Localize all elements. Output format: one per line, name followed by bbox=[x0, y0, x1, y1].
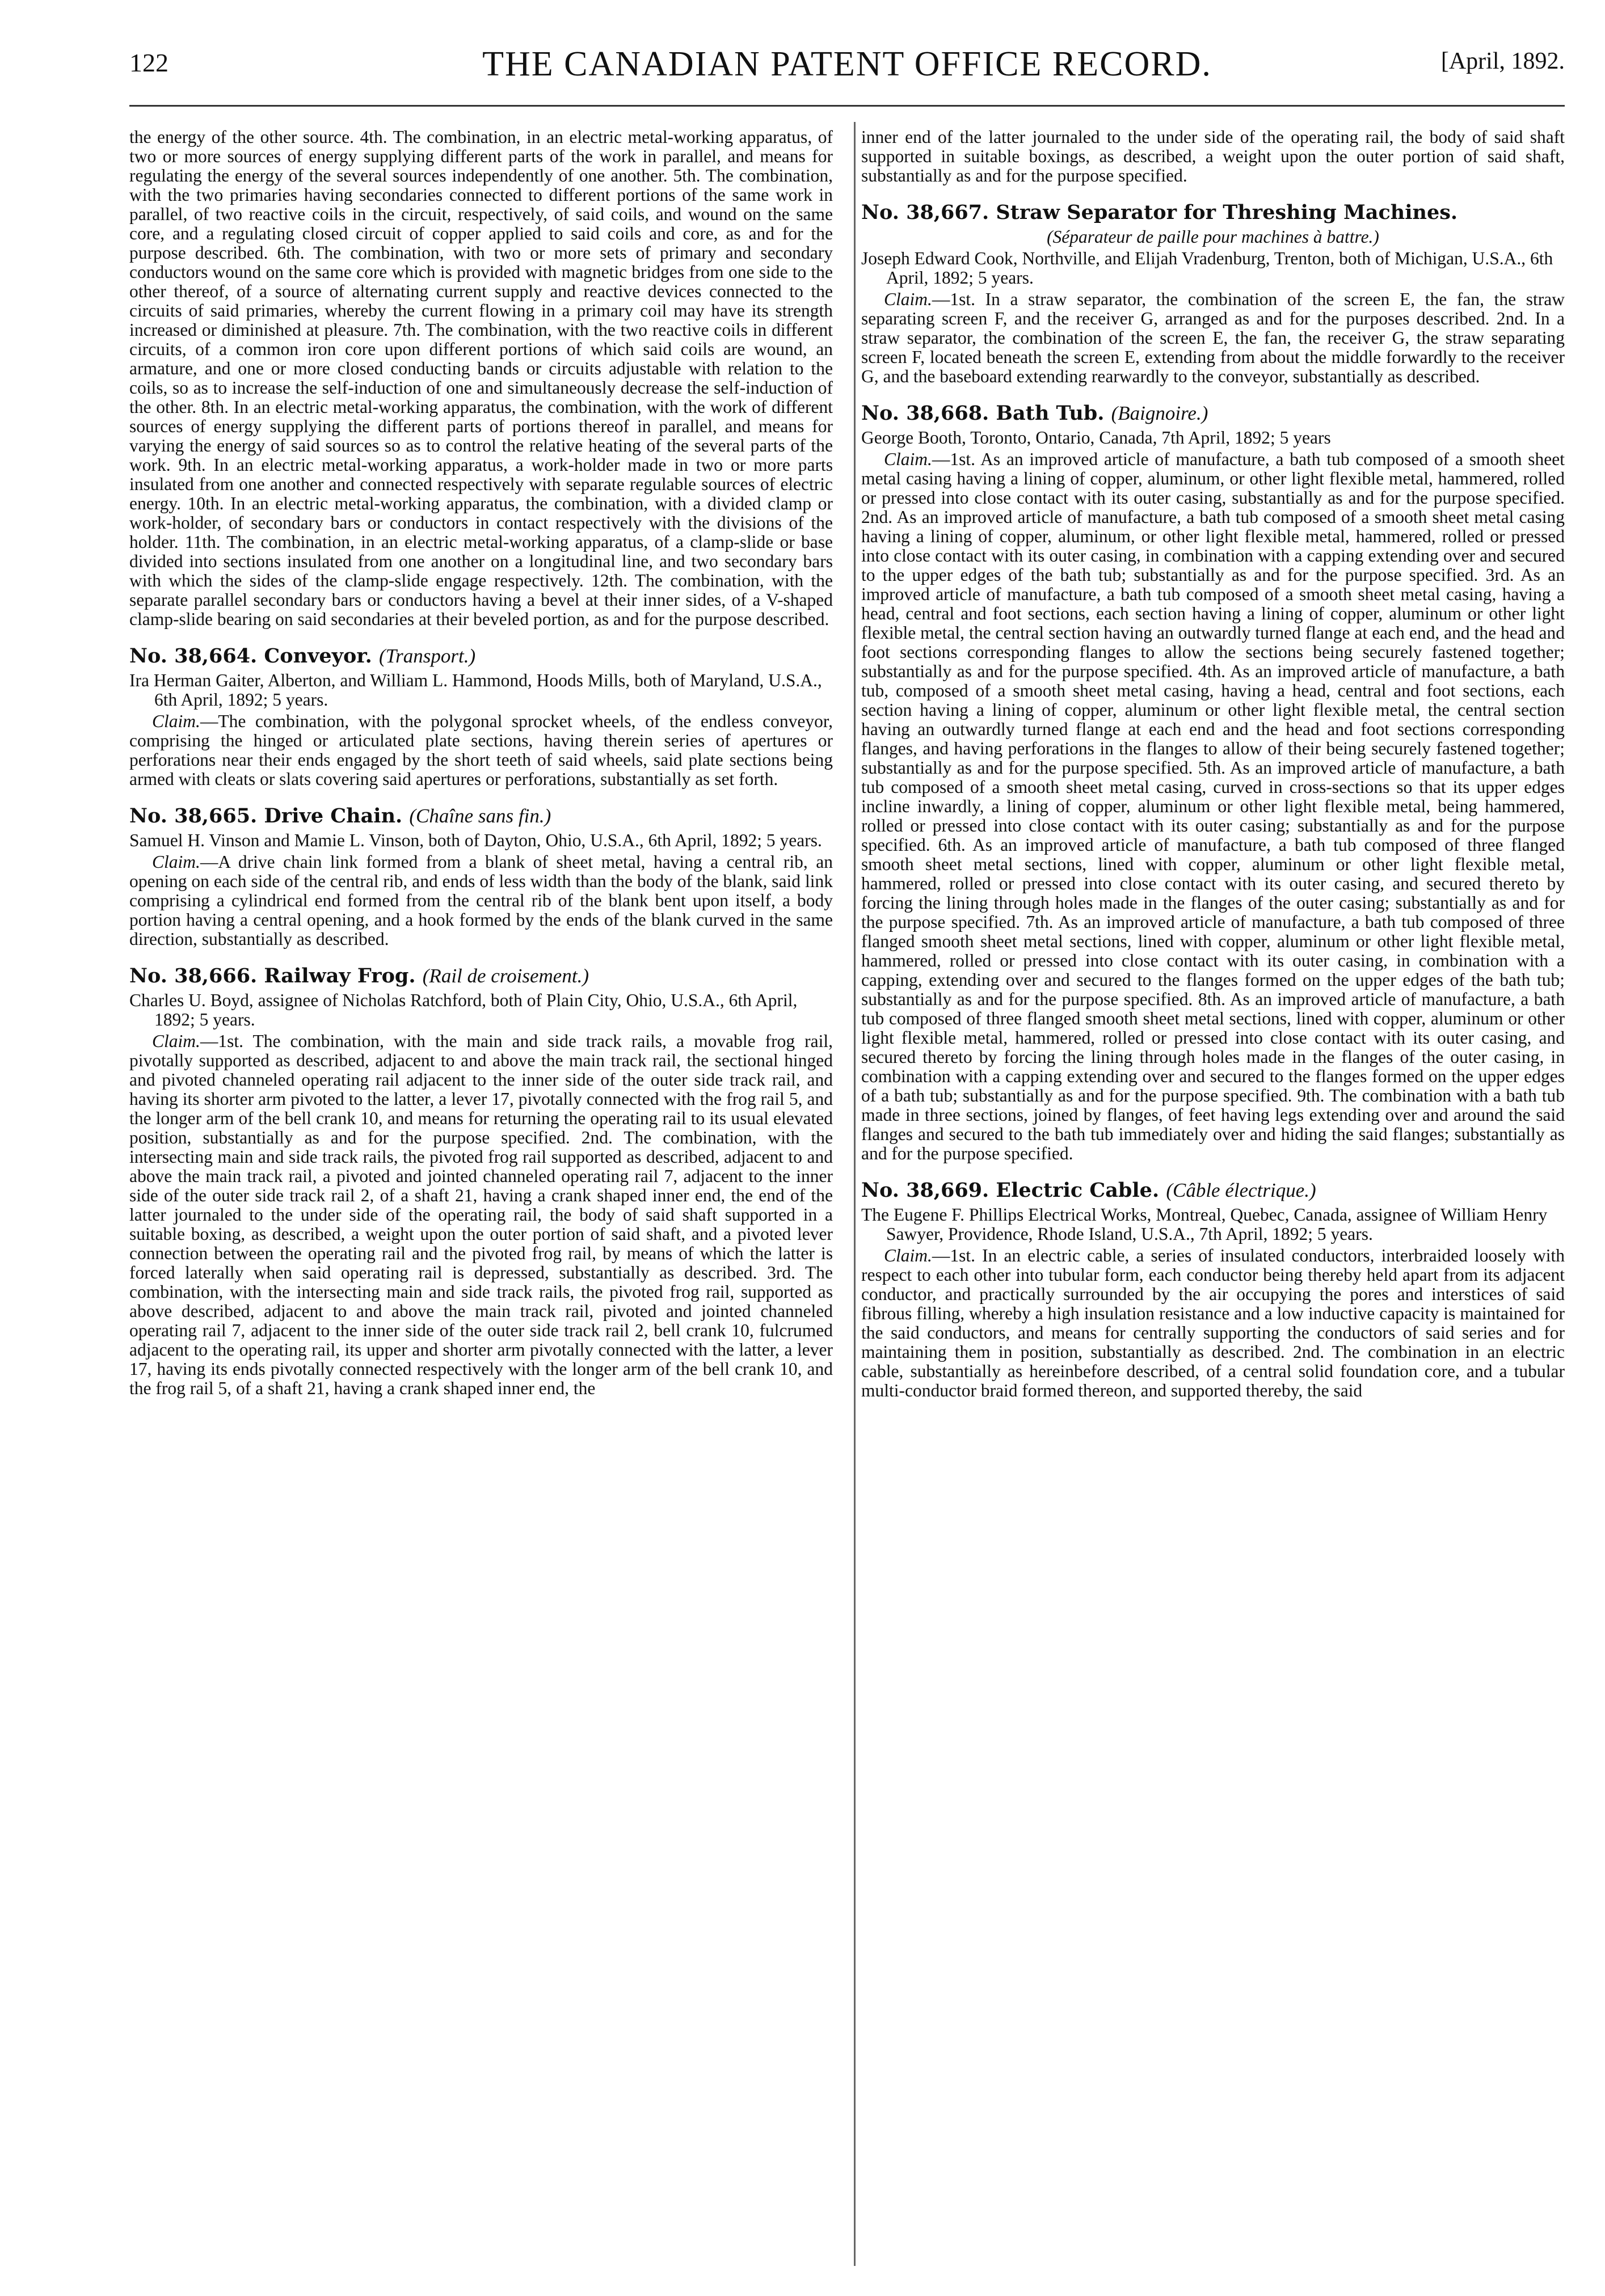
claim-text: —1st. The combination, with the main and side track rails, a movable frog rail, pivotally supported as described, adjacent to and above the main track rail, the sectional hinged and pivoted channeled operating rail adjacent to the inner side of the outer side track rail, and having its shorter arm pivoted to the latter, a lever 17, pivotally connected with the frog rail 5, and the longer arm of the bell crank 10, and means for returning the operating rail to its usual elevated position, substantially as and for the purpose specified. 2nd. The combination, with the intersecting main and side track rails, the pivoted frog rail supported as described, adjacent to and above the main track rail, a pivoted and jointed channeled operating rail 7, adjacent to the inner side of the outer side track rail 2, of a shaft 21, having a crank shaped inner end, the end of the latter journaled to the under side of the operating rail, the body of said shaft supported in a suitable boxing, as described, a weight upon the outer portion of said shaft, and a pivoted lever connection between the operating rail and the pivoted frog rail, by means of which the latter is forced laterally when said operating rail is depressed, substantially as described. 3rd. The combination, with the intersecting main and side track rails, the pivoted frog rail, supported as above described, adjacent to and above the main track rail, pivoted and jointed channeled operating rail 7, adjacent to the inner side of the outer side track rail 2, bell crank 10, fulcrumed adjacent to the operating rail, its upper and shorter arm pivotally connected with the latter, a lever 17, having its ends pivotally connected respectively with the longer arm of the bell crank 10, and the frog rail 5, of a shaft 21, having a crank shaped inner end, the bbox=[129, 1031, 833, 1398]
patent-heading bbox=[861, 200, 1565, 225]
patent-heading bbox=[129, 644, 833, 669]
page-header bbox=[129, 40, 1565, 91]
claim-label: Claim. bbox=[884, 449, 932, 469]
header-rule bbox=[129, 105, 1565, 107]
patent-heading bbox=[129, 804, 833, 829]
patent-claim bbox=[861, 1246, 1565, 1400]
claim-label: Claim. bbox=[884, 289, 932, 309]
patent-heading bbox=[129, 964, 833, 989]
claim-text: —The combination, with the polygonal sprocket wheels, of the endless conveyor, comprising the hinged or articulated plate sections, having therein series of apertures or perforations near their ends engaged by the short teeth of said wheels, said plate sections being armed with cleats or slats covering said apertures or perforations, substantially as set forth. bbox=[129, 711, 833, 789]
patent-claim bbox=[861, 290, 1565, 386]
patent-inventors: Samuel H. Vinson and Mamie L. Vinson, both of Dayton, Ohio, U.S.A., 6th April, 1892; 5 years. bbox=[129, 830, 822, 850]
patent-number: No. 38,669. bbox=[861, 1179, 989, 1202]
patent-inventors: Ira Herman Gaiter, Alberton, and William L. Hammond, Hoods Mills, both of Maryland, U.S.A., 6th April, 1892; 5 years. bbox=[129, 670, 822, 710]
issue-date: [April, 1892. bbox=[1440, 48, 1565, 74]
patent-claim bbox=[129, 852, 833, 949]
publication-title: THE CANADIAN PATENT OFFICE RECORD. bbox=[482, 45, 1212, 83]
patent-inventors: Charles U. Boyd, assignee of Nicholas Ratchford, both of Plain City, Ohio, U.S.A., 6th April, 1892; 5 years. bbox=[129, 990, 798, 1029]
patent-title: Straw Separator for Threshing Machines. bbox=[996, 201, 1458, 224]
patent-title: Electric Cable. bbox=[996, 1179, 1160, 1202]
patent-french-title: (Chaîne sans fin.) bbox=[409, 805, 551, 827]
patent-number: No. 38,664. bbox=[129, 644, 258, 668]
left-column bbox=[129, 128, 833, 1400]
claim-label: Claim. bbox=[884, 1246, 932, 1265]
patent-heading bbox=[861, 401, 1565, 426]
claim-text: —1st. In an electric cable, a series of insulated conductors, interbraided loosely with respect to each other into tubular form, each conductor being thereby held apart from its adjacent conductor, and practically surrounded by the air occupying the pores and interstices of said fibrous filling, whereby a high insulation resistance and a low inductive capacity is maintained for the said conductors, and means for centrally supporting the conductors of said series and for maintaining them in position, substantially as described. 2nd. The combination in an electric cable, substantially as hereinbefore described, of a central solid foundation core, and a tubular multi-conductor braid formed thereon, and supported thereby, the said bbox=[861, 1246, 1565, 1400]
patent-number: No. 38,668. bbox=[861, 402, 989, 425]
patent-claim bbox=[129, 712, 833, 789]
patent-entry-38667 bbox=[861, 200, 1565, 386]
right-column bbox=[861, 128, 1565, 1403]
patent-french-title: (Rail de croisement.) bbox=[422, 965, 589, 987]
patent-number: No. 38,665. bbox=[129, 804, 258, 828]
claim-label: Claim. bbox=[152, 711, 200, 731]
patent-entry-38666 bbox=[129, 964, 833, 1398]
continued-claim-text: inner end of the latter journaled to the under side of the operating rail, the body of said shaft supported in suitable boxings, as described, a weight upon the outer portion of said shaft, substantially as and for the purpose specified. bbox=[861, 127, 1565, 185]
patent-title: Drive Chain. bbox=[264, 804, 403, 828]
patent-number: No. 38,667. bbox=[861, 201, 989, 224]
patent-claim bbox=[861, 450, 1565, 1163]
patent-inventors: Joseph Edward Cook, Northville, and Elijah Vradenburg, Trenton, both of Michigan, U.S.A., 6th April, 1892; 5 years. bbox=[861, 248, 1553, 288]
patent-inventors: George Booth, Toronto, Ontario, Canada, 7th April, 1892; 5 years bbox=[861, 428, 1331, 448]
patent-heading bbox=[861, 1178, 1565, 1203]
patent-title: Bath Tub. bbox=[996, 402, 1105, 425]
patent-title: Railway Frog. bbox=[264, 964, 416, 987]
patent-french-title: (Câble électrique.) bbox=[1166, 1179, 1316, 1201]
patent-entry-38664 bbox=[129, 644, 833, 789]
patent-entry-38668 bbox=[861, 401, 1565, 1163]
patent-french-title: (Baignoire.) bbox=[1111, 402, 1208, 424]
page-number: 122 bbox=[129, 48, 168, 77]
patent-entry-38669 bbox=[861, 1178, 1565, 1400]
patent-title: Conveyor. bbox=[264, 644, 372, 668]
claim-text: —1st. As an improved article of manufacture, a bath tub composed of a smooth sheet metal casing having a lining of copper, aluminum, or other light flexible metal, hammered, rolled or pressed into close contact with its outer casing, substantially as and for the purpose specified. 2nd. As an improved article of manufacture, a bath tub composed of a smooth sheet metal casing having a lining of copper, aluminum, or other light flexible metal, hammered, rolled or pressed into close contact with its outer casing, in combination with a capping extending over and secured to the upper edges of the bath tub; substantially as and for the purpose specified. 3rd. As an improved article of manufacture, a bath tub composed of a smooth sheet metal casing, having a head, central and foot sections, each section having a lining of copper, aluminum or other light flexible metal, the central section having an outwardly turned flange at each end, and the head and foot sections corresponding flanges to allow the sections being securely fastened together; substantially as and for the purpose specified. 4th. As an improved article of manufacture, a bath tub, composed of a smooth sheet metal casing, having a head, central and foot sections, each section having a lining of copper, aluminum or other light flexible metal, the central section having an outwardly turned flange at each end and the head and foot sections corresponding flanges, and having perforations in the flanges to allow of their being securely fastened together; substantially as and for the purpose specified. 5th. As an improved article of manufacture, a bath tub composed of a smooth sheet metal casing, curved in cross-sections so that its upper edges incline inwardly, a lining of copper, aluminum or other light flexible metal, being hammered, rolled or pressed into close contact with its outer casing; substantially as and for the purpose specified. 6th. As an improved article of manufacture, a bath tub composed of three flanged smooth sheet metal sections, lined with copper, aluminum or other light flexible metal, hammered, rolled or pressed into close contact with its outer casing, and secured thereto by forcing the lining through holes made in the flanges of the outer casing; substantially as and for the purpose specified. 7th. As an improved article of manufacture, a bath tub composed of three flanged smooth sheet metal sections, lined with copper, aluminum or other light flexible metal, hammered, rolled or pressed into close contact with its outer casing, in combination with a capping, extending over and secured to the flanges formed on the upper edges of the bath tub; substantially as and for the purpose specified. 8th. As an improved article of manufacture, a bath tub composed of three flanged smooth sheet metal sections, lined with copper, aluminum or other light flexible metal, hammered, rolled or pressed into close contact with its outer casing, and secured thereto by forcing the lining through holes made in the flanges of the outer casing, in combination with a capping extending over and secured to the flanges formed on the upper edges of a bath tub; substantially as and for the purpose specified. 9th. The combination with a bath tub made in three sections, joined by flanges, of feet having legs extending over and around the said flanges and secured to the bath tub immediately over and hiding the said flanges; substantially as and for the purpose specified. bbox=[861, 449, 1565, 1163]
continued-claim-text: the energy of the other source. 4th. The combination, in an electric metal-working apparatus, of two or more sources of energy supplying different parts of the work in parallel, and means for regulating the energy of the several sources independently of one another. 5th. The combination, with the two primaries having secondaries connected to different portions of the same work in parallel, of two reactive coils in the circuit, respectively, of said coils, and wound on the same core, and a regulating closed circuit of copper applied to said coils and core, as and for the purpose described. 6th. The combination, with two or more sets of primary and secondary conductors wound on the same core which is provided with magnetic bridges from one side to the other thereof, of a source of alternating current supply and reactive devices connected to the circuits of said primaries, whereby the current flowing in a primary coil may have its strength increased or diminished at pleasure. 7th. The combination, with the two reactive coils in different circuits, of a common iron core upon different portions of which said coils are wound, an armature, and one or more closed conducting bands or circuits adjustable with relation to the coils, so as to increase the self-induction of one and simultaneously decrease the self-induction of the other. 8th. In an electric metal-working apparatus, the combination, with the work of different sources of energy supplying the different parts of portions thereof in parallel, and means for varying the energy of said sources so as to control the relative heating of the several parts of the work. 9th. In an electric metal-working apparatus, a work-holder made in two or more parts insulated from one another and connected respectively with separate regulable sources of electric energy. 10th. In an electric metal-working apparatus, the combination, with a divided clamp or work-holder, of secondary bars or conductors in contact respectively with the divisions of the holder. 11th. The combination, in an electric metal-working apparatus, of a clamp-slide or base divided into sections insulated from one another on a longitudinal line, and two secondary bars with which the sides of the clamp-slide engage respectively. 12th. The combination, with the separate parallel secondary bars or conductors having a bevel at their inner sides, of a V-shaped clamp-slide bearing on said secondaries at their beveled portion, as and for the purpose described. bbox=[129, 127, 833, 629]
claim-text: —A drive chain link formed from a blank of sheet metal, having a central rib, an opening on each side of the central rib, and ends of less width than the body of the blank, said link comprising a cylindrical end formed from the central rib of the blank bent upon itself, a body portion having a central opening, and a hook formed by the ends of the blank curved in the same direction, substantially as described. bbox=[129, 852, 833, 949]
patent-claim bbox=[129, 1032, 833, 1398]
patent-french-title: (Transport.) bbox=[378, 645, 476, 667]
claim-label: Claim. bbox=[152, 852, 200, 872]
patent-inventors: The Eugene F. Phillips Electrical Works, Montreal, Quebec, Canada, assignee of William Henry Sawyer, Providence, Rhode Island, U.S.A., 7th April, 1892; 5 years. bbox=[861, 1205, 1548, 1244]
column-divider bbox=[854, 122, 856, 2266]
claim-label: Claim. bbox=[152, 1031, 200, 1051]
claim-text: —1st. In a straw separator, the combination of the screen E, the fan, the straw separating screen F, and the receiver G, arranged as and for the purposes described. 2nd. In a straw separator, the combination of the screen E, the fan, the receiver G, the straw separating screen F, located beneath the screen E, extending from about the middle forwardly to the receiver G, and the baseboard extending rearwardly to the conveyor, substantially as described. bbox=[861, 289, 1565, 386]
patent-french-title: (Séparateur de paille pour machines à battre.) bbox=[1047, 227, 1379, 247]
patent-number: No. 38,666. bbox=[129, 964, 258, 987]
patent-entry-38665 bbox=[129, 804, 833, 949]
